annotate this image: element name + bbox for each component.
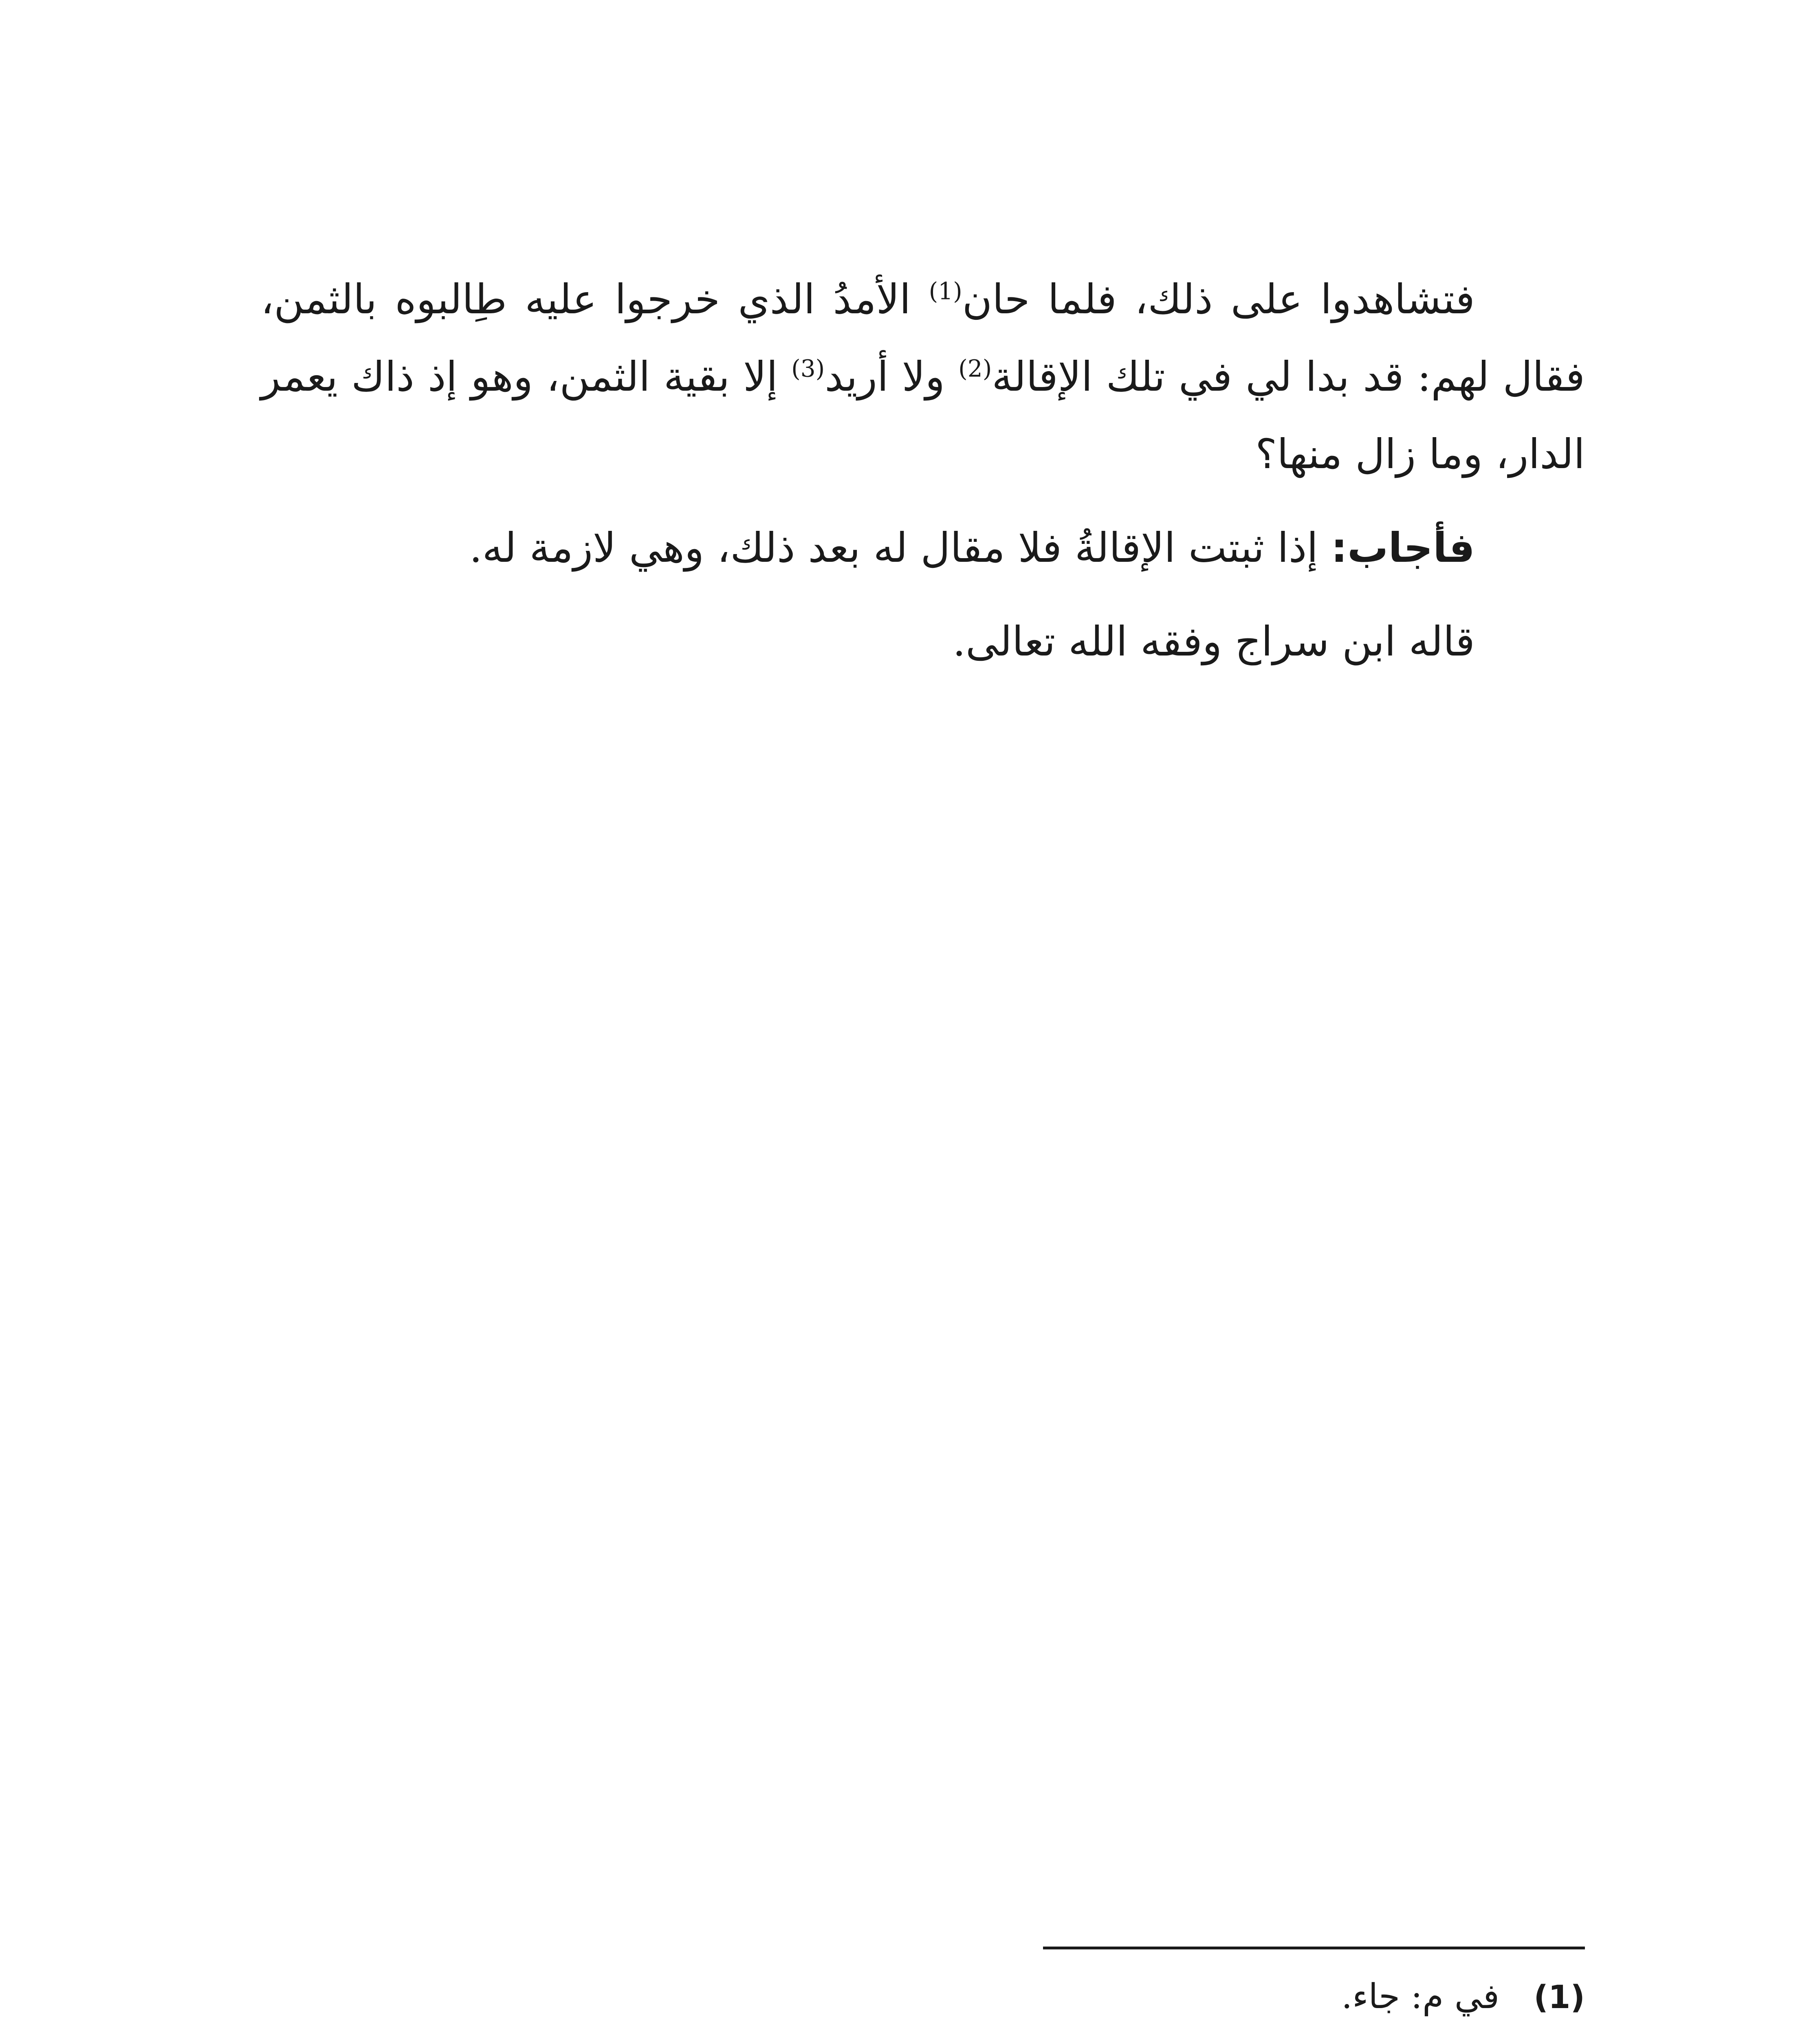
main-text: [261, 261, 1585, 680]
footnote-number: (1): [1534, 1979, 1585, 2016]
closing-line: قاله ابن سراج وفقه الله تعالى.: [953, 618, 1475, 665]
text-segment: إلا بقية الثمن، وهو إذ ذاك يعمر الدار، وما زال منها؟: [261, 353, 1585, 478]
text-segment: ولا أريد: [825, 353, 959, 400]
answer-text: إذا ثبتت الإقالةُ فلا مقال له بعد ذلك، وهي لازمة له.: [469, 524, 1331, 572]
footnote-divider: [1043, 1947, 1585, 1949]
footnote-ref-2: (2): [958, 354, 992, 383]
footnote-ref-1: (1): [929, 277, 962, 305]
footnotes: [611, 1972, 1585, 2037]
question-paragraph: [261, 261, 1585, 493]
footnote-item: [611, 1972, 1585, 2022]
text-segment: فتشاهدوا على ذلك، فلما حان: [962, 275, 1475, 323]
footnote-ref-3: (3): [791, 354, 825, 383]
answer-label: فأجاب:: [1331, 524, 1475, 572]
footnote-text: في م: جاء.: [1341, 1976, 1499, 2016]
text-segment: الأمدُ الذي خرجوا عليه طِالبوه بالثمن، فقال لهم: قد بدا لي في تلك الإقالة: [261, 275, 1585, 400]
answer-paragraph: [261, 509, 1475, 587]
